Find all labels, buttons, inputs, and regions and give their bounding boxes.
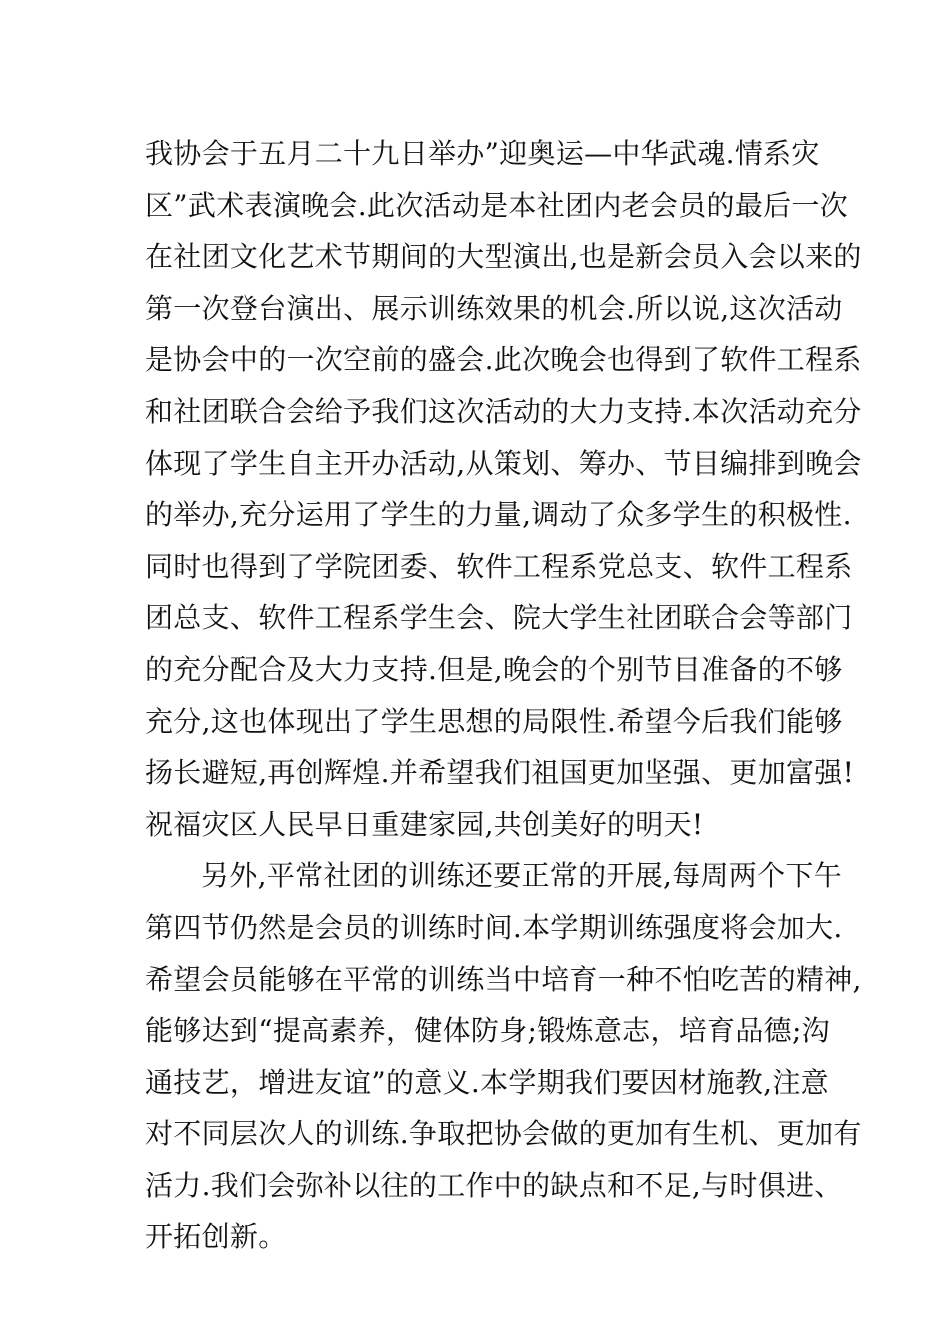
text-line: 扬长避短,再创辉煌.并希望我们祖国更加坚强、更加富强! [145, 756, 855, 790]
text-line: 充分,这也体现出了学生思想的局限性.希望今后我们能够 [145, 704, 843, 738]
text-line: 是协会中的一次空前的盛会.此次晚会也得到了软件工程系 [145, 343, 862, 377]
text-line: 同时也得到了学院团委、软件工程系党总支、软件工程系 [145, 549, 853, 583]
text-line: 的举办,充分运用了学生的力量,调动了众多学生的积极性. [145, 498, 852, 532]
text-line: 我协会于五月二十九日举办”迎奥运—中华武魂.情系灾 [145, 137, 820, 170]
paragraph-1 [145, 128, 862, 850]
text-line: 在社团文化艺术节期间的大型演出,也是新会员入会以来的 [145, 240, 862, 274]
text-line: 团总支、软件工程系学生会、院大学生社团联合会等部门 [145, 601, 853, 635]
text-line: 和社团联合会给予我们这次活动的大力支持.本次活动充分 [145, 394, 862, 428]
document-body [145, 128, 862, 1263]
text-line: 体现了学生自主开办活动,从策划、筹办、节目编排到晚会 [145, 446, 862, 480]
text-line: 通技艺，增进友谊”的意义.本学期我们要因材施教,注意 [145, 1065, 829, 1099]
text-line: 第四节仍然是会员的训练时间.本学期训练强度将会加大. [145, 910, 843, 944]
text-line: 开拓创新。 [145, 1220, 287, 1254]
text-line: 对不同层次人的训练.争取把协会做的更加有生机、更加有 [145, 1117, 862, 1151]
text-line: 活力.我们会弥补以往的工作中的缺点和不足,与时俱进、 [145, 1168, 843, 1202]
text-line: 能够达到“提高素养，健体防身;锻炼意志，培育品德;沟 [145, 1014, 830, 1048]
text-line: 祝福灾区人民早日重建家园,共创美好的明天! [145, 807, 704, 841]
text-line: 的充分配合及大力支持.但是,晚会的个别节目准备的不够 [145, 652, 843, 686]
text-line: 区”武术表演晚会.此次活动是本社团内老会员的最后一次 [145, 188, 849, 222]
paragraph-2 [145, 850, 862, 1263]
text-line: 第一次登台演出、展示训练效果的机会.所以说,这次活动 [145, 291, 843, 325]
text-line: 希望会员能够在平常的训练当中培育一种不怕吃苦的精神, [145, 962, 862, 996]
text-line-first: 另外,平常社团的训练还要正常的开展,每周两个下午 [201, 859, 843, 893]
